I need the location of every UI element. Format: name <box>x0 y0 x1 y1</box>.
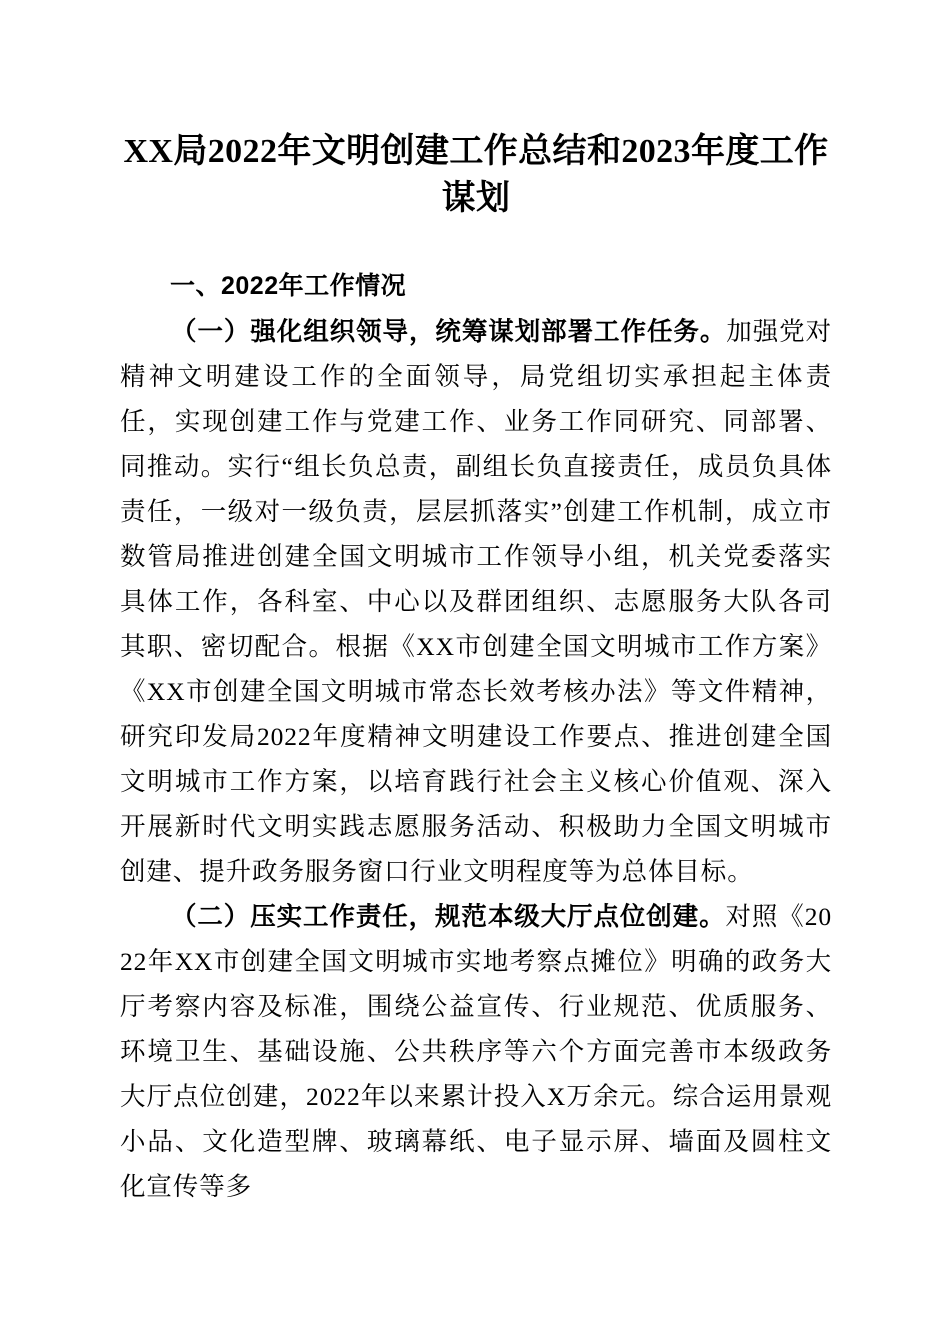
page-title: XX局2022年文明创建工作总结和2023年度工作谋划 <box>123 133 829 217</box>
paragraph-2-lead: （二）压实工作责任，规范本级大厅点位创建。 <box>171 902 726 931</box>
title-spacer <box>120 222 832 264</box>
paragraph-1-text: 加强党对精神文明建设工作的全面领导，局党组切实承担起主体责任，实现创建工作与党建工作、业务工作同研究、同部署、同推动。实行“组长负总责，副组长负直接责任，成员负具体责任，一级对一级负责，层层抓落实”创建工作机制，成立市数管局推进创建全国文明城市工作领导小组，机关党委落实具体工作，各科室、中心以及群团组织、志愿服务大队各司其职、密切配合。根据《XX市创建全国文明城市工作方案》《XX市创建全国文明城市常态长效考核办法》等文件精神，研究印发局2022年度精神文明建设工作要点、推进创建全国文明城市工作方案，以培育践行社会主义核心价值观、深入开展新时代文明实践志愿服务活动、积极助力全国文明城市创建、提升政务服务窗口行业文明程度等为总体目标。 <box>120 317 832 886</box>
paragraph-1-lead: （一）强化组织领导，统筹谋划部署工作任务。 <box>171 317 727 346</box>
paragraph-2-text: 对照《2022年XX市创建全国文明城市实地考察点摊位》明确的政务大厅考察内容及标准，围绕公益宣传、行业规范、优质服务、环境卫生、基础设施、公共秩序等六个方面完善市本级政务大厅点位创建，2022年以来累计投入X万余元。综合运用景观小品、文化造型牌、玻璃幕纸、电子显示屏、墙面及圆柱文化宣传等多 <box>120 902 832 1201</box>
paragraph-1 <box>120 309 832 894</box>
paragraph-2 <box>120 894 832 1209</box>
section-heading-1: 一、2022年工作情况 <box>170 272 407 300</box>
document-body <box>120 0 832 1209</box>
